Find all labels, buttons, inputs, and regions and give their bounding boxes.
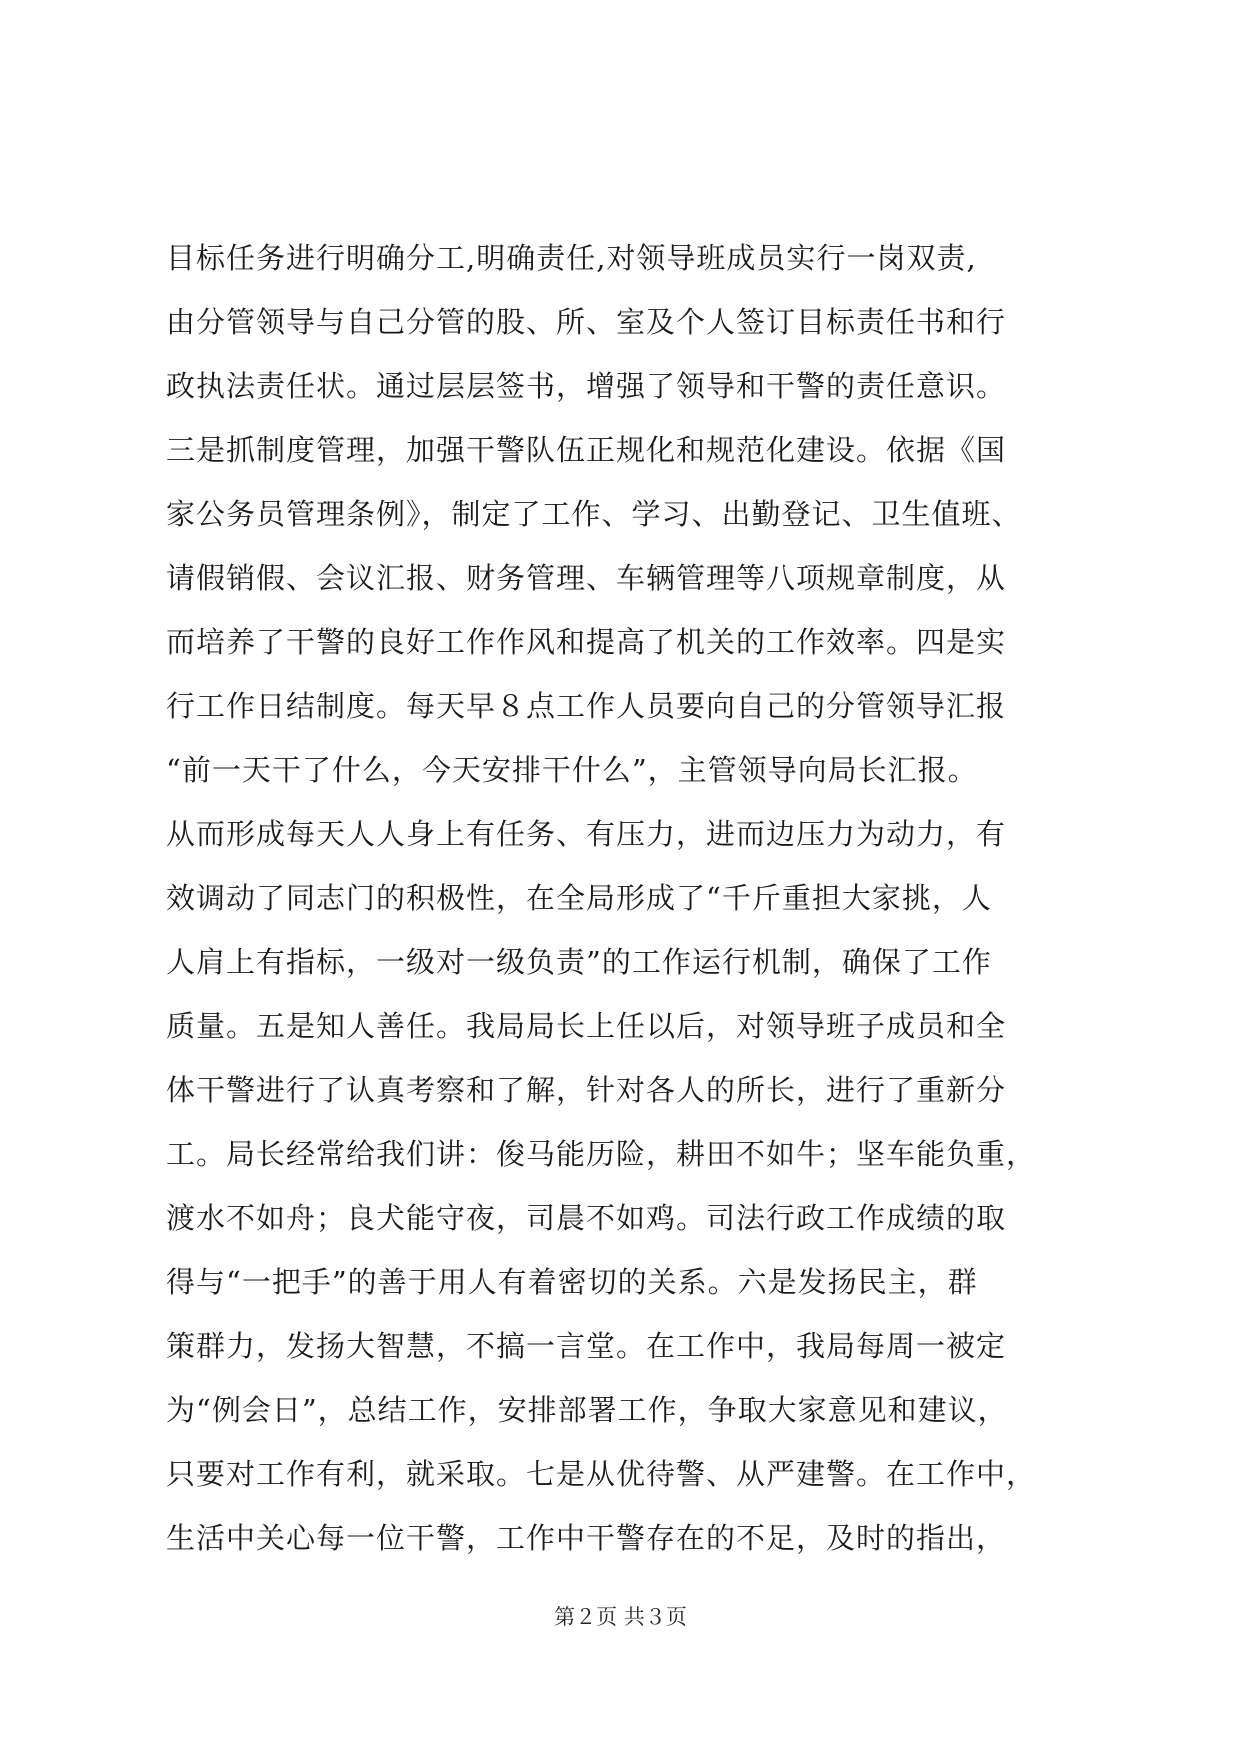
text-line: 策群力，发扬大智慧，不搞一言堂。在工作中，我局每周一被定 (166, 1329, 1007, 1363)
body-text (166, 226, 1086, 1570)
text-line: 人肩上有指标，一级对一级负责”的工作运行机制，确保了工作 (166, 945, 992, 979)
text-line: 目标任务进行明确分工,明确责任,对领导班成员实行一岗双责, (166, 241, 977, 275)
text-line: 而培养了干警的良好工作作风和提高了机关的工作效率。四是实 (166, 625, 1007, 659)
text-line: 渡水不如舟；良犬能守夜，司晨不如鸡。司法行政工作成绩的取 (166, 1201, 1007, 1235)
text-line: 体干警进行了认真考察和了解，针对各人的所长，进行了重新分 (166, 1073, 1007, 1107)
text-line: 只要对工作有利，就采取。七是从优待警、从严建警。在工作中， (166, 1457, 1037, 1491)
text-line: 质量。五是知人善任。我局局长上任以后，对领导班子成员和全 (166, 1009, 1007, 1043)
text-line: 生活中关心每一位干警，工作中干警存在的不足，及时的指出， (166, 1521, 1007, 1555)
text-line: 由分管领导与自己分管的股、所、室及个人签订目标责任书和行 (166, 305, 1007, 339)
text-line: 政执法责任状。通过层层签书，增强了领导和干警的责任意识。 (166, 369, 1007, 403)
text-line: 从而形成每天人人身上有任务、有压力，进而边压力为动力，有 (166, 817, 1007, 851)
text-line: 家公务员管理条例》，制定了工作、学习、出勤登记、卫生值班、 (166, 497, 1022, 531)
page-number-footer: 第２页 共３页 (554, 1605, 687, 1629)
text-line: 三是抓制度管理，加强干警队伍正规化和规范化建设。依据《国 (166, 433, 1007, 467)
text-line: 得与“一把手”的善于用人有着密切的关系。六是发扬民主，群 (166, 1265, 978, 1299)
text-line: 效调动了同志门的积极性，在全局形成了“千斤重担大家挑，人 (166, 881, 992, 915)
text-line: “前一天干了什么，今天安排干什么”，主管领导向局长汇报。 (166, 753, 978, 787)
text-line: 为“例会日”，总结工作，安排部署工作，争取大家意见和建议， (166, 1393, 1008, 1427)
text-line: 行工作日结制度。每天早８点工作人员要向自己的分管领导汇报 (166, 689, 1007, 723)
text-line: 请假销假、会议汇报、财务管理、车辆管理等八项规章制度，从 (166, 561, 1007, 595)
text-line: 工。局长经常给我们讲：俊马能历险，耕田不如牛；坚车能负重， (166, 1137, 1037, 1171)
